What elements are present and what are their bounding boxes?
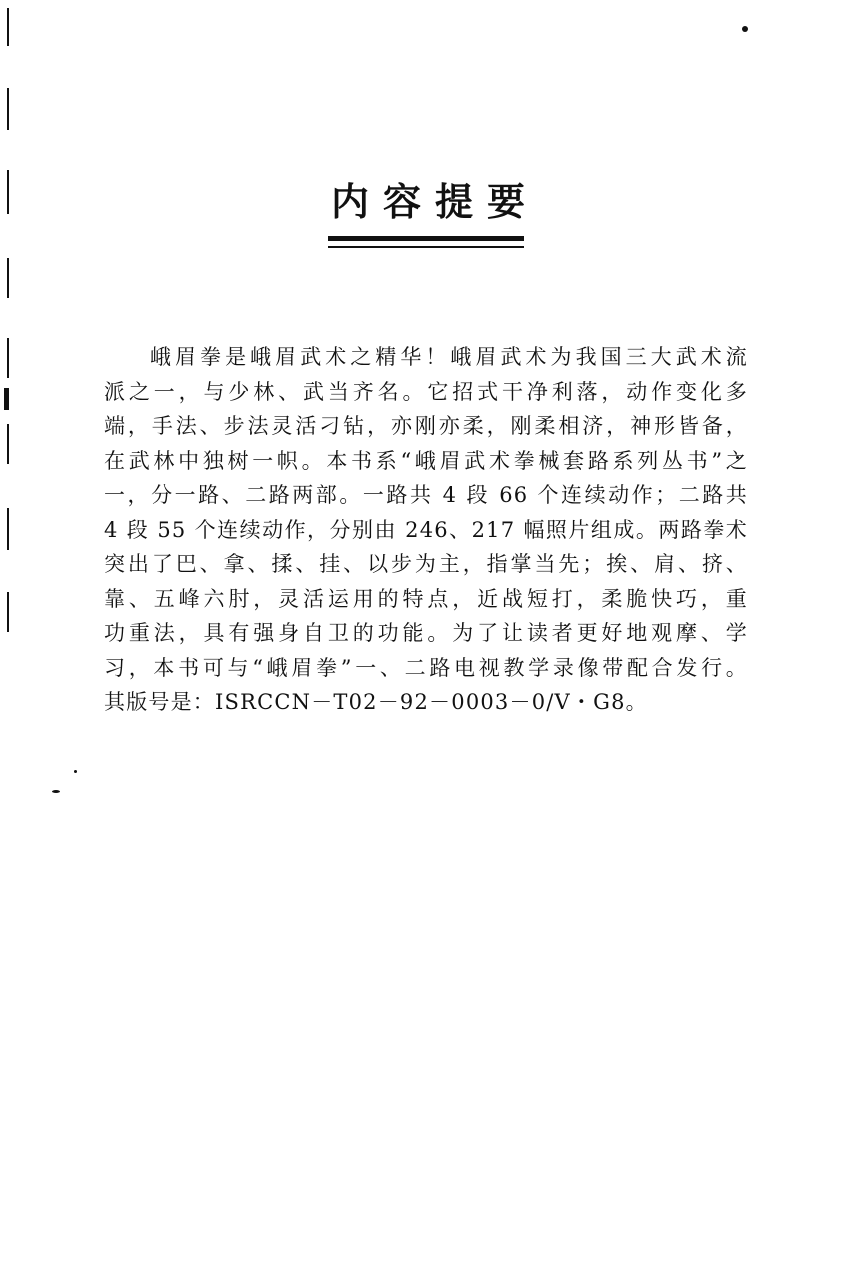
scan-edge-mark (7, 338, 9, 378)
scan-edge-mark (7, 258, 9, 298)
paragraph-line: 派之一，与少林、武当齐名。它招式干净利落，动作变化多 (104, 379, 748, 404)
paragraph-line: 在武林中独树一帜。本书系“峨眉武术拳械套路系列丛书”之 (104, 448, 748, 473)
paragraph-line: 4 段 55 个连续动作，分别由 246、217 幅照片组成。两路拳术 (104, 517, 748, 542)
scan-speck (742, 26, 748, 32)
paragraph-line: 习，本书可与“峨眉拳”一、二路电视教学录像带配合发行。 (104, 655, 748, 680)
paragraph-line: 突出了巴、拿、揉、挂、以步为主，指掌当先；挨、肩、挤、 (104, 552, 748, 576)
paragraph-line: 端，手法、步法灵活刁钻，亦刚亦柔，刚柔相济，神形皆备， (104, 414, 748, 438)
paragraph-line: 其版号是：ISRCCN－T02－92－0003－0/V・G8。 (104, 690, 648, 714)
page-title: 内容提要 (330, 179, 539, 224)
scan-edge-mark (7, 424, 9, 464)
title-underline-thin (328, 246, 524, 248)
paragraph-line: 峨眉拳是峨眉武术之精华！峨眉武术为我国三大武术流 (150, 345, 748, 369)
summary-paragraph (104, 340, 748, 720)
paragraph-line: 功重法，具有强身自卫的功能。为了让读者更好地观摩、学 (104, 621, 748, 645)
scan-edge-mark (7, 592, 9, 632)
scan-edge-mark (7, 8, 9, 46)
scan-edge-mark (7, 88, 9, 130)
scan-edge-mark (4, 388, 9, 410)
scan-speck (74, 770, 77, 773)
scan-speck (52, 790, 60, 793)
paragraph-line: 一，分一路、二路两部。一路共 4 段 66 个连续动作；二路共 (104, 483, 748, 507)
paragraph-line: 靠、五峰六肘，灵活运用的特点，近战短打，柔脆快巧，重 (104, 586, 748, 611)
scan-edge-mark (7, 508, 9, 550)
title-underline-thick (328, 236, 524, 241)
